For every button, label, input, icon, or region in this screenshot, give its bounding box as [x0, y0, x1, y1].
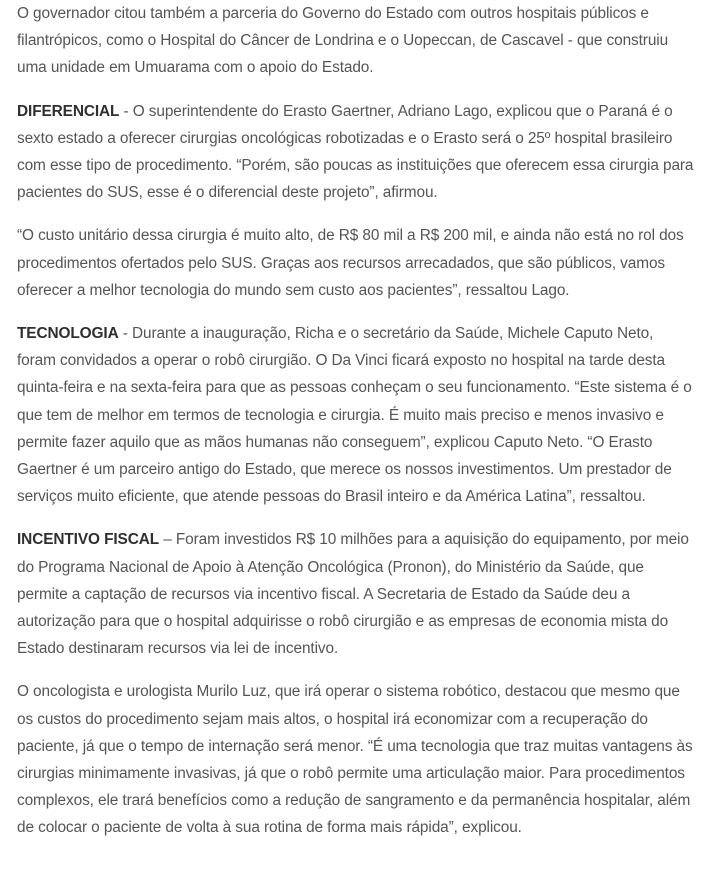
paragraph-tecnologia: [17, 320, 695, 510]
paragraph-text: – Foram investidos R$ 10 milhões para a aquisição do equipamento, por meio do Programa Nacional de Apoio à Atenção Oncológica (Pronon), do Ministério da Saúde, que permite a captação de recursos via incentivo fiscal. A Secretaria de Estado da Saúde deu a autorização para que o hospital adquirisse o robô cirurgião e as empresas de economia mista do Estado destinaram recursos via lei de incentivo.: [17, 531, 689, 658]
paragraph-text: - Durante a inauguração, Richa e o secretário da Saúde, Michele Caputo Neto, foram convidados a operar o robô cirurgião. O Da Vinci ficará exposto no hospital na tarde desta quinta-feira e na sexta-feira para que as pessoas conheçam o seu funcionamento. “Este sistema é o que tem de melhor em termos de tecnologia e cirurgia. É muito mais preciso e menos invasivo e permite fazer aquilo que as mãos humanas não conseguem”, explicou Caputo Neto. “O Erasto Gaertner é um parceiro antigo do Estado, que merece os nossos investimentos. Um prestador de serviços muito eficiente, que atende pessoas do Brasil inteiro e da América Latina”, ressaltou.: [17, 325, 692, 506]
section-lead-diferencial: DIFERENCIAL: [17, 102, 120, 120]
paragraph-oncologista: [17, 678, 695, 841]
paragraph-governador-parcerias: [17, 0, 695, 82]
section-lead-tecnologia: TECNOLOGIA: [17, 325, 119, 343]
paragraph-text: “O custo unitário dessa cirurgia é muito alto, de R$ 80 mil a R$ 200 mil, e ainda não está no rol dos procedimentos ofertados pelo SUS. Graças aos recursos arrecadados, que são públicos, vamos oferecer a melhor tecnologia do mundo sem custo aos pacientes”, ressaltou Lago.: [17, 227, 684, 299]
section-lead-incentivo-fiscal: INCENTIVO FISCAL: [17, 531, 160, 549]
paragraph-text: - O superintendente do Erasto Gaertner, Adriano Lago, explicou que o Paraná é o sexto estado a oferecer cirurgias oncológicas robotizadas e o Erasto será o 25º hospital brasileiro com esse tipo de procedimento. “Porém, são poucas as instituições que oferecem essa cirurgia para pacientes do SUS, esse é o diferencial deste projeto”, afirmou.: [17, 102, 694, 202]
paragraph-text: O oncologista e urologista Murilo Luz, que irá operar o sistema robótico, destacou que mesmo que os custos do procedimento sejam mais altos, o hospital irá economizar com a recuperação do paciente, já que o tempo de internação será menor. “É uma tecnologia que traz muitas vantagens às cirurgias minimamente invasivas, já que o robô permite uma articulação maior. Para procedimentos complexos, ele trará benefícios como a redução de sangramento e da permanência hospitalar, além de colocar o paciente de volta à sua rotina de forma mais rápida”, explicou.: [17, 683, 693, 837]
paragraph-text: O governador citou também a parceria do Governo do Estado com outros hospitais públicos e filantrópicos, como o Hospital do Câncer de Londrina e o Uopeccan, de Cascavel - que construiu uma unidade em Umuarama com o apoio do Estado.: [17, 5, 669, 77]
paragraph-diferencial: [17, 98, 695, 207]
paragraph-incentivo-fiscal: [17, 526, 695, 662]
paragraph-custo-unitario: [17, 222, 695, 304]
